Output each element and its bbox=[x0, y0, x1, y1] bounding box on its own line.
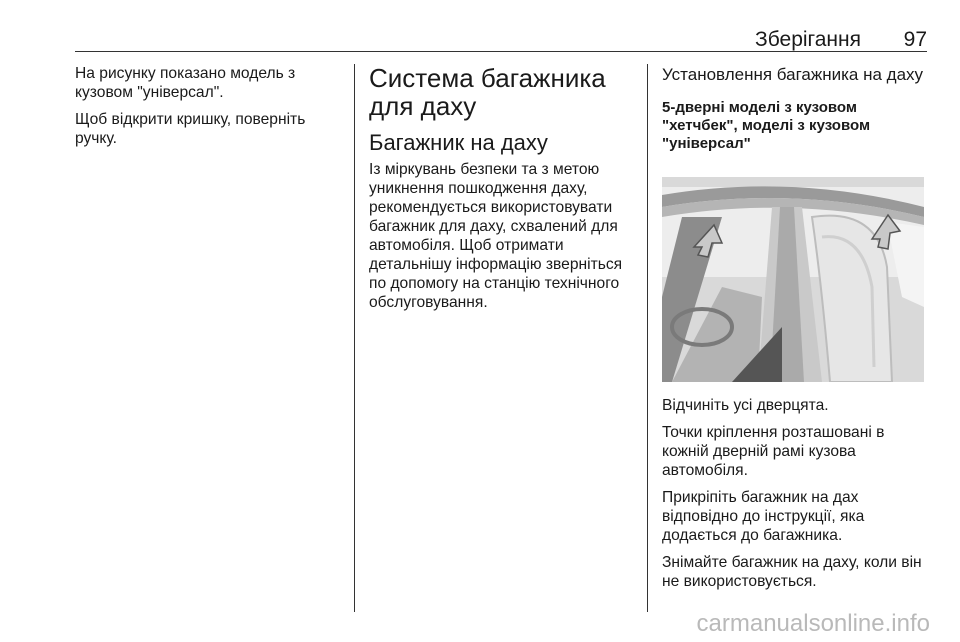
header-title: Зберігання bbox=[755, 28, 861, 51]
section-heading: Система багажника для даху bbox=[369, 63, 606, 121]
column-divider-2 bbox=[647, 64, 648, 612]
page-number: 97 bbox=[903, 28, 927, 51]
paragraph: На рисунку показано модель з кузовом "універсал". bbox=[75, 65, 296, 101]
section-subheading: Багажник на даху bbox=[369, 130, 548, 155]
header-rule bbox=[75, 51, 927, 52]
paragraph: Точки кріплення розташовані в кожній дверній рамі кузова автомобіля. bbox=[662, 424, 885, 479]
watermark: carmanualsonline.info bbox=[696, 610, 930, 637]
paragraph: Знімайте багажник на даху, коли він не використовується. bbox=[662, 554, 922, 590]
paragraph: Прикріпіть багажник на дах відповідно до інструкції, яка додається до багажника. bbox=[662, 489, 865, 544]
column-divider-1 bbox=[354, 64, 355, 612]
paragraph: Із міркувань безпеки та з метою уникнення пошкодження даху, рекомендується використовувати багажник для даху, схвалений для автомобіля. Щоб отримати детальнішу інформацію зверніться по допомогу на станцію технічного обслуговування. bbox=[369, 161, 623, 311]
column-1 bbox=[75, 64, 341, 156]
column-3 bbox=[662, 64, 928, 599]
paragraph: Відчиніть усі дверцята. bbox=[662, 397, 829, 414]
roof-rack-mounting-illustration bbox=[662, 177, 924, 382]
section-heading: Установлення багажника на даху bbox=[662, 65, 924, 84]
paragraph: Щоб відкрити кришку, поверніть ручку. bbox=[75, 111, 306, 147]
column-2 bbox=[369, 64, 633, 320]
model-subheading: 5-дверні моделі з кузовом "хетчбек", моделі з кузовом "універсал" bbox=[662, 99, 871, 152]
page-header bbox=[75, 28, 927, 52]
